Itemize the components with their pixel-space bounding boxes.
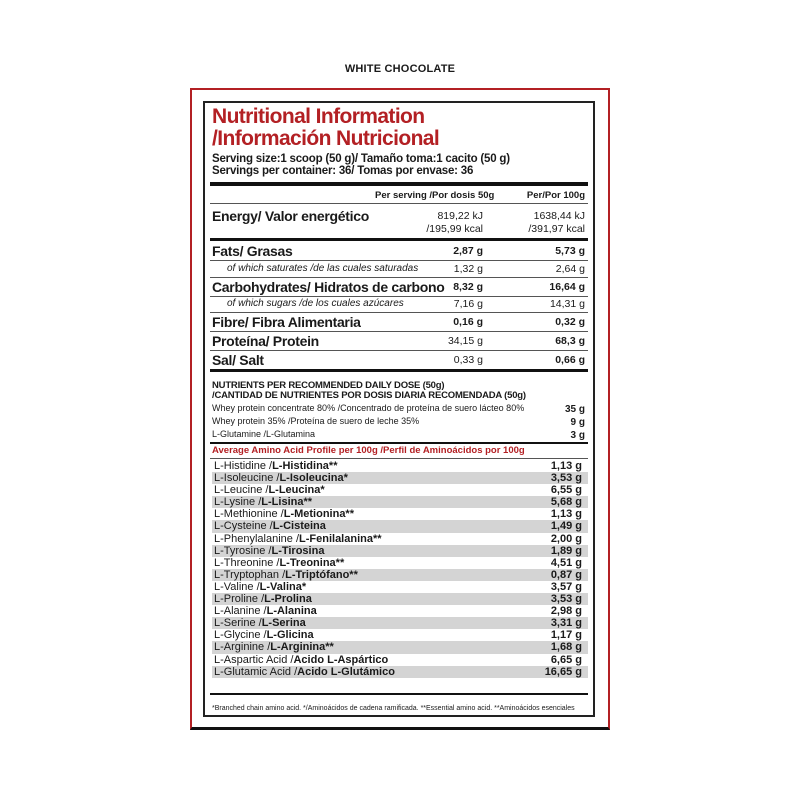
protein-serving: 34,15 g xyxy=(447,335,483,347)
nutrition-panel xyxy=(203,101,595,717)
sugars-label: of which sugars /de los cuales azúcares xyxy=(227,298,404,309)
divider xyxy=(210,350,588,351)
salt-serving: 0,33 g xyxy=(453,354,483,366)
thick-rule xyxy=(210,182,588,186)
sugars-100g: 14,31 g xyxy=(549,298,585,310)
dose-item-label: Whey protein concentrate 80% /Concentrado de proteína de suero lácteo 80% xyxy=(212,403,525,413)
amino-row: L-Histidine /L-Histidina** 1,13 g xyxy=(214,460,582,472)
amino-title: Average Amino Acid Profile per 100g /Perfil de Aminoácidos por 100g xyxy=(212,445,525,456)
title-english: Nutritional Information xyxy=(212,105,425,128)
energy-label: Energy/ Valor energético xyxy=(212,208,369,224)
dose-title-en: NUTRIENTS PER RECOMMENDED DAILY DOSE (50g) xyxy=(212,380,445,391)
divider xyxy=(210,458,588,459)
divider xyxy=(210,312,588,313)
carbs-label: Carbohydrates/ Hidratos de carbono xyxy=(212,279,445,295)
dose-item-value: 3 g xyxy=(570,430,585,441)
amino-row: L-Arginine /L-Arginina** 1,68 g xyxy=(212,641,588,653)
saturates-serving: 1,32 g xyxy=(453,263,483,275)
serving-size: Serving size:1 scoop (50 g)/ Tamaño toma:1 cacito (50 g) xyxy=(212,153,510,165)
amino-row: L-Tryptophan /L-Triptófano** 0,87 g xyxy=(212,569,588,581)
carbs-100g: 16,64 g xyxy=(549,281,585,293)
divider xyxy=(210,277,588,278)
sugars-serving: 7,16 g xyxy=(453,298,483,310)
fats-serving: 2,87 g xyxy=(453,245,483,257)
saturates-label: of which saturates /de las cuales saturadas xyxy=(227,263,419,274)
amino-row: L-Valine /L-Valina* 3,57 g xyxy=(214,580,582,593)
amino-table xyxy=(212,460,588,678)
dose-item-value: 35 g xyxy=(564,404,585,415)
amino-row: L-Cysteine /L-Cisteina 1,49 g xyxy=(212,520,588,532)
title-spanish: /Información Nutricional xyxy=(212,127,440,150)
protein-100g: 68,3 g xyxy=(555,335,585,347)
salt-100g: 0,66 g xyxy=(555,354,585,366)
fats-label: Fats/ Grasas xyxy=(212,243,293,259)
amino-row: L-Glutamic Acid /Acido L-Glutámico 16,65 g xyxy=(212,666,588,678)
footnote: *Branched chain amino acid. */Aminoácidos de cadena ramificada. **Essential amino acid. **Aminoácidos esenciales xyxy=(212,705,575,712)
carbs-serving: 8,32 g xyxy=(453,281,483,293)
amino-row: L-Alanine /L-Alanina 2,98 g xyxy=(214,605,582,618)
dose-item-value: 9 g xyxy=(570,417,585,428)
protein-label: Proteína/ Protein xyxy=(212,333,319,349)
amino-row: L-Glycine /L-Glicina 1,17 g xyxy=(214,629,582,642)
dose-item-label: Whey protein 35% /Proteína de suero de leche 35% xyxy=(212,416,420,426)
energy-serving-kcal: /195,99 kcal xyxy=(426,223,483,235)
amino-row: L-Isoleucine /L-Isoleucina* 3,53 g xyxy=(212,472,588,484)
divider xyxy=(210,260,588,261)
col-per-100g: Per/Por 100g xyxy=(526,190,585,201)
amino-row: L-Proline /L-Prolina 3,53 g xyxy=(212,593,588,605)
thick-rule xyxy=(210,442,588,444)
divider xyxy=(210,296,588,297)
amino-row: L-Aspartic Acid /Acido L-Aspártico 6,65 g xyxy=(214,653,582,666)
flavor-title: WHITE CHOCOLATE xyxy=(344,63,456,75)
fats-100g: 5,73 g xyxy=(555,245,585,257)
amino-row: L-Lysine /L-Lisina** 5,68 g xyxy=(212,496,588,508)
col-per-serving: Per serving /Por dosis 50g xyxy=(375,190,495,201)
amino-row: L-Phenylalanine /L-Fenilalanina** 2,00 g xyxy=(214,532,582,545)
amino-row: L-Leucine /L-Leucina* 6,55 g xyxy=(214,484,582,497)
fibre-label: Fibre/ Fibra Alimentaria xyxy=(212,314,361,330)
thick-rule xyxy=(210,238,588,241)
dose-item-label: L-Glutamine /L-Glutamina xyxy=(212,429,316,439)
energy-100g-kcal: /391,97 kcal xyxy=(528,223,585,235)
dose-title-es: /CANTIDAD DE NUTRIENTES POR DOSIS DIARIA RECOMENDADA (50g) xyxy=(212,390,526,401)
amino-row: L-Threonine /L-Treonina** 4,51 g xyxy=(214,556,582,569)
divider xyxy=(210,693,588,695)
fibre-serving: 0,16 g xyxy=(453,316,483,328)
saturates-100g: 2,64 g xyxy=(555,263,585,275)
servings-per-container: Servings per container: 36/ Tomas por envase: 36 xyxy=(212,165,474,177)
energy-serving-kj: 819,22 kJ xyxy=(437,210,483,222)
divider xyxy=(210,331,588,332)
amino-row: L-Tyrosine /L-Tirosina 1,89 g xyxy=(212,545,588,557)
amino-row: L-Serine /L-Serina 3,31 g xyxy=(212,617,588,629)
salt-label: Sal/ Salt xyxy=(212,352,264,368)
thick-rule xyxy=(210,369,588,372)
fibre-100g: 0,32 g xyxy=(555,316,585,328)
amino-row: L-Methionine /L-Metionina** 1,13 g xyxy=(214,508,582,521)
divider xyxy=(210,203,588,204)
energy-100g-kj: 1638,44 kJ xyxy=(533,210,585,222)
